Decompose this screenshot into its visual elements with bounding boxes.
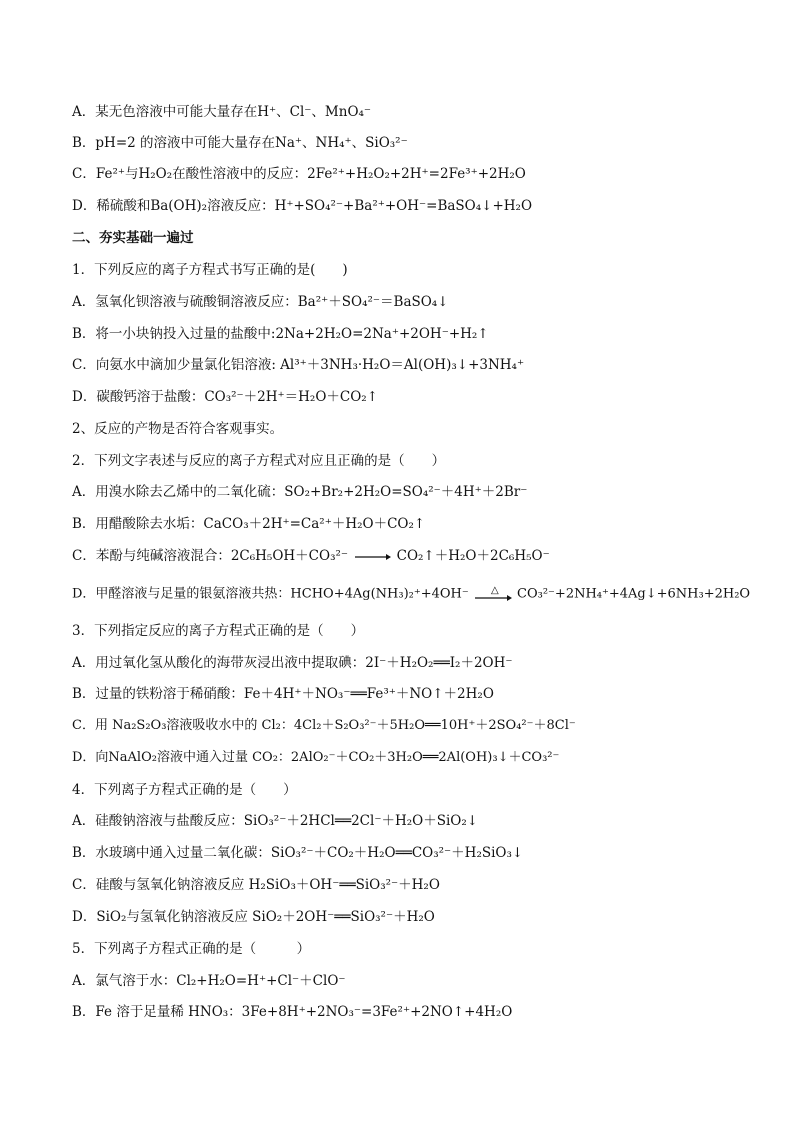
option-d-left: D．甲醛溶液与足量的银氨溶液共热：HCHO+4Ag(NH₃)₂⁺+4OH⁻ (72, 586, 469, 602)
question-3: 3．下列指定反应的离子方程式正确的是（ ） (72, 623, 365, 639)
question-4-option-d: D．SiO₂与氢氧化钠溶液反应 SiO₂＋2OH⁻══SiO₃²⁻＋H₂O (72, 909, 435, 925)
question-2-option-c (72, 547, 762, 565)
question-3-option-a: A．用过氧化氢从酸化的海带灰浸出液中提取碘：2I⁻＋H₂O₂══I₂＋2OH⁻ (72, 655, 513, 671)
question-5-option-a: A．氯气溶于水：Cl₂+H₂O=H⁺+Cl⁻＋ClO⁻ (72, 973, 346, 989)
question-4: 4．下列离子方程式正确的是（ ） (72, 782, 297, 798)
question-3-option-c: C．用 Na₂S₂O₃溶液吸收水中的 Cl₂：4Cl₂＋S₂O₃²⁻＋5H₂O══10H⁺＋2SO₄²⁻＋8Cl⁻ (72, 718, 576, 733)
option-prev-a: A．某无色溶液中可能大量存在H⁺、Cl⁻、MnO₄⁻ (72, 104, 372, 120)
question-1-option-d: D．碳酸钙溶于盐酸：CO₃²⁻＋2H⁺＝H₂O＋CO₂↑ (72, 389, 379, 405)
question-3-option-d: D．向NaAlO₂溶液中通入过量 CO₂：2AlO₂⁻＋CO₂＋3H₂O══2Al(OH)₃↓＋CO₃²⁻ (72, 750, 560, 765)
question-4-option-a: A．硅酸钠溶液与盐酸反应：SiO₃²⁻＋2HCl══2Cl⁻＋H₂O＋SiO₂↓ (72, 813, 479, 829)
heat-symbol: △ (490, 585, 499, 596)
note-line: 2、反应的产物是否符合客观事实。 (72, 421, 284, 437)
question-1-option-b: B．将一小块钠投入过量的盐酸中:2Na+2H₂O=2Na⁺+2OH⁻+H₂↑ (72, 326, 489, 342)
question-2: 2．下列文字表述与反应的离子方程式对应且正确的是（ ） (72, 453, 446, 469)
option-c-right: CO₂↑＋H₂O＋2C₆H₅O⁻ (396, 548, 550, 564)
question-1-option-a: A．氢氧化钡溶液与硫酸铜溶液反应：Ba²⁺＋SO₄²⁻＝BaSO₄↓ (72, 294, 449, 310)
option-prev-b: B．pH=2 的溶液中可能大量存在Na⁺、NH₄⁺、SiO₃²⁻ (72, 135, 408, 151)
question-2-option-b: B．用醋酸除去水垢：CaCO₃＋2H⁺=Ca²⁺＋H₂O＋CO₂↑ (72, 516, 426, 532)
option-d-right: CO₃²⁻+2NH₄⁺+4Ag↓+6NH₃+2H₂O (517, 586, 751, 602)
question-2-option-d (72, 584, 762, 604)
section-heading: 二、夯实基础一遍过 (72, 230, 194, 246)
question-1: 1．下列反应的离子方程式书写正确的是( ) (72, 262, 348, 278)
heat-arrow-icon (473, 584, 513, 604)
question-4-option-b: B．水玻璃中通入过量二氧化碳：SiO₃²⁻＋CO₂＋H₂O══CO₃²⁻＋H₂SiO₃↓ (72, 845, 524, 861)
question-5-option-b: B．Fe 溶于足量稀 HNO₃：3Fe+8H⁺+2NO₃⁻=3Fe²⁺+2NO↑+4H₂O (72, 1004, 513, 1020)
option-c-left: C．苯酚与纯碱溶液混合：2C₆H₅OH＋CO₃²⁻ (72, 548, 349, 564)
question-3-option-b: B．过量的铁粉溶于稀硝酸：Fe＋4H⁺＋NO₃⁻══Fe³⁺＋NO↑＋2H₂O (72, 686, 494, 702)
question-2-option-a: A．用溴水除去乙烯中的二氧化硫：SO₂+Br₂+2H₂O=SO₄²⁻＋4H⁺＋2Br⁻ (72, 484, 528, 500)
question-1-option-c: C．向氨水中滴加少量氯化铝溶液: Al³⁺＋3NH₃·H₂O＝Al(OH)₃↓+3NH₄⁺ (72, 357, 525, 373)
option-prev-d: D．稀硫酸和Ba(OH)₂溶液反应：H⁺+SO₄²⁻+Ba²⁺+OH⁻=BaSO₄↓+H₂O (72, 198, 533, 214)
option-prev-c: C．Fe²⁺与H₂O₂在酸性溶液中的反应：2Fe²⁺+H₂O₂+2H⁺=2Fe³⁺+2H₂O (72, 166, 526, 182)
question-4-option-c: C．硅酸与氢氧化钠溶液反应 H₂SiO₃＋OH⁻══SiO₃²⁻＋H₂O (72, 877, 440, 893)
question-5: 5．下列离子方程式正确的是（ ） (72, 941, 311, 957)
reaction-arrow-icon (352, 552, 392, 562)
